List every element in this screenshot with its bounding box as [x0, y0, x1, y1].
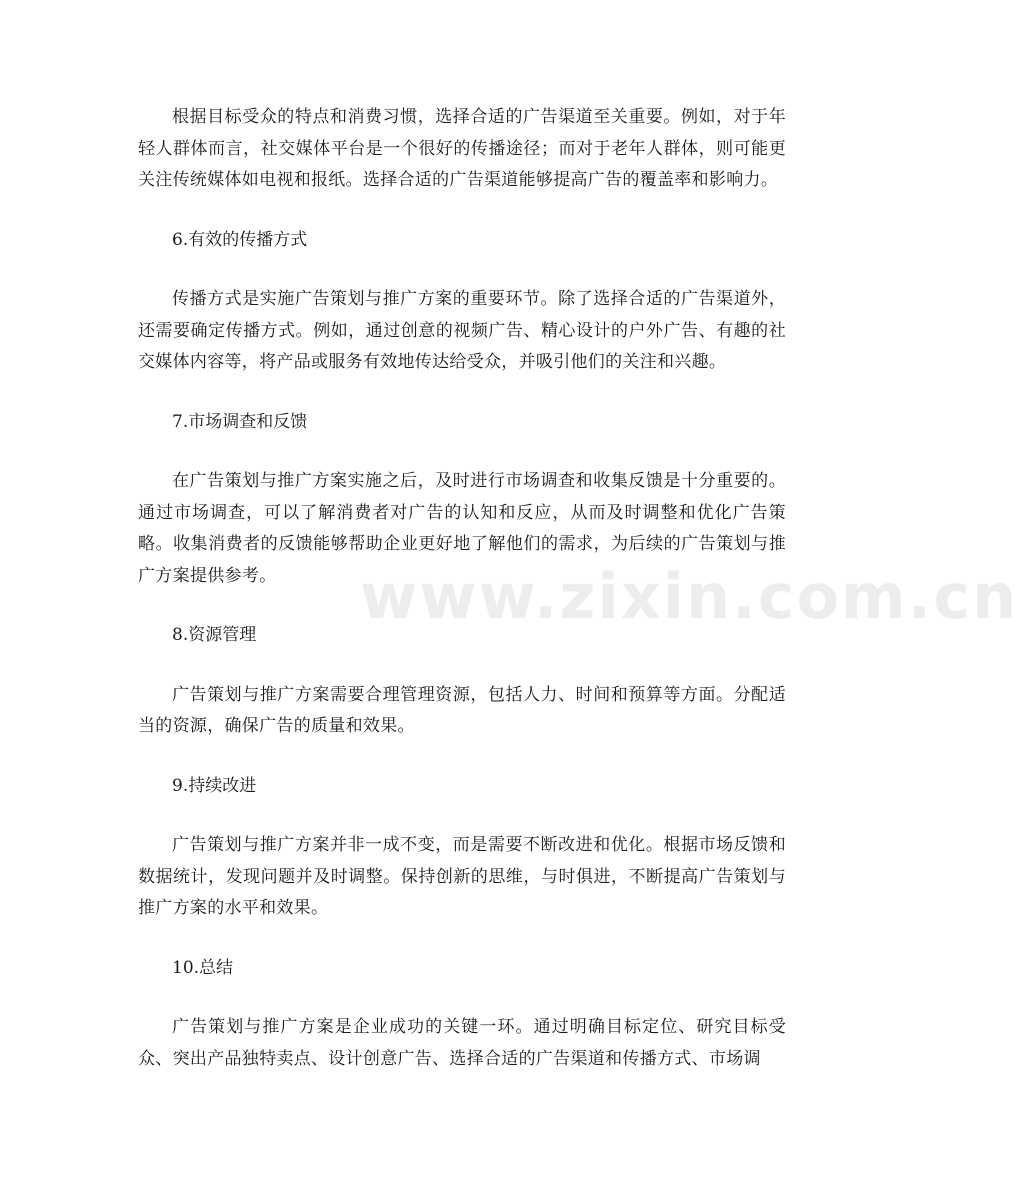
heading-resource-management: 8.资源管理 [172, 625, 257, 645]
heading-summary: 10.总结 [172, 957, 234, 978]
document-body [138, 102, 786, 1075]
heading-continuous-improvement: 9.持续改进 [172, 775, 257, 796]
heading-market-research: 7.市场调查和反馈 [172, 411, 308, 432]
heading-effective-propagation: 6.有效的传播方式 [172, 229, 308, 250]
paragraph-continuous-improvement: 广告策划与推广方案并非一成不变，而是需要不断改进和优化。根据市场反馈和数据统计，发现问题并及时调整。保持创新的思维，与时俱进，不断提高广告策划与推广方案的水平和效果。 [138, 835, 786, 918]
paragraph-ad-channels: 根据目标受众的特点和消费习惯，选择合适的广告渠道至关重要。例如，对于年轻人群体而言，社交媒体平台是一个很好的传播途径；而对于老年人群体，则可能更关注传统媒体如电视和报纸。选择合适的广告渠道能够提高广告的覆盖率和影响力。 [138, 107, 786, 190]
watermark: www.zixin.com.cn [360, 560, 1018, 633]
paragraph-market-research: 在广告策划与推广方案实施之后，及时进行市场调查和收集反馈是十分重要的。通过市场调查，可以了解消费者对广告的认知和反应，从而及时调整和优化广告策略。收集消费者的反馈能够帮助企业更好地了解他们的需求，为后续的广告策划与推广方案提供参考。 [138, 471, 786, 586]
paragraph-resource-management: 广告策划与推广方案需要合理管理资源，包括人力、时间和预算等方面。分配适当的资源，确保广告的质量和效果。 [138, 684, 786, 736]
paragraph-propagation-methods: 传播方式是实施广告策划与推广方案的重要环节。除了选择合适的广告渠道外，还需要确定传播方式。例如，通过创意的视频广告、精心设计的户外广告、有趣的社交媒体内容等，将产品或服务有效地传达给受众，并吸引他们的关注和兴趣。 [138, 289, 786, 372]
paragraph-summary: 广告策划与推广方案是企业成功的关键一环。通过明确目标定位、研究目标受众、突出产品独特卖点、设计创意广告、选择合适的广告渠道和传播方式、市场调 [138, 1017, 786, 1069]
